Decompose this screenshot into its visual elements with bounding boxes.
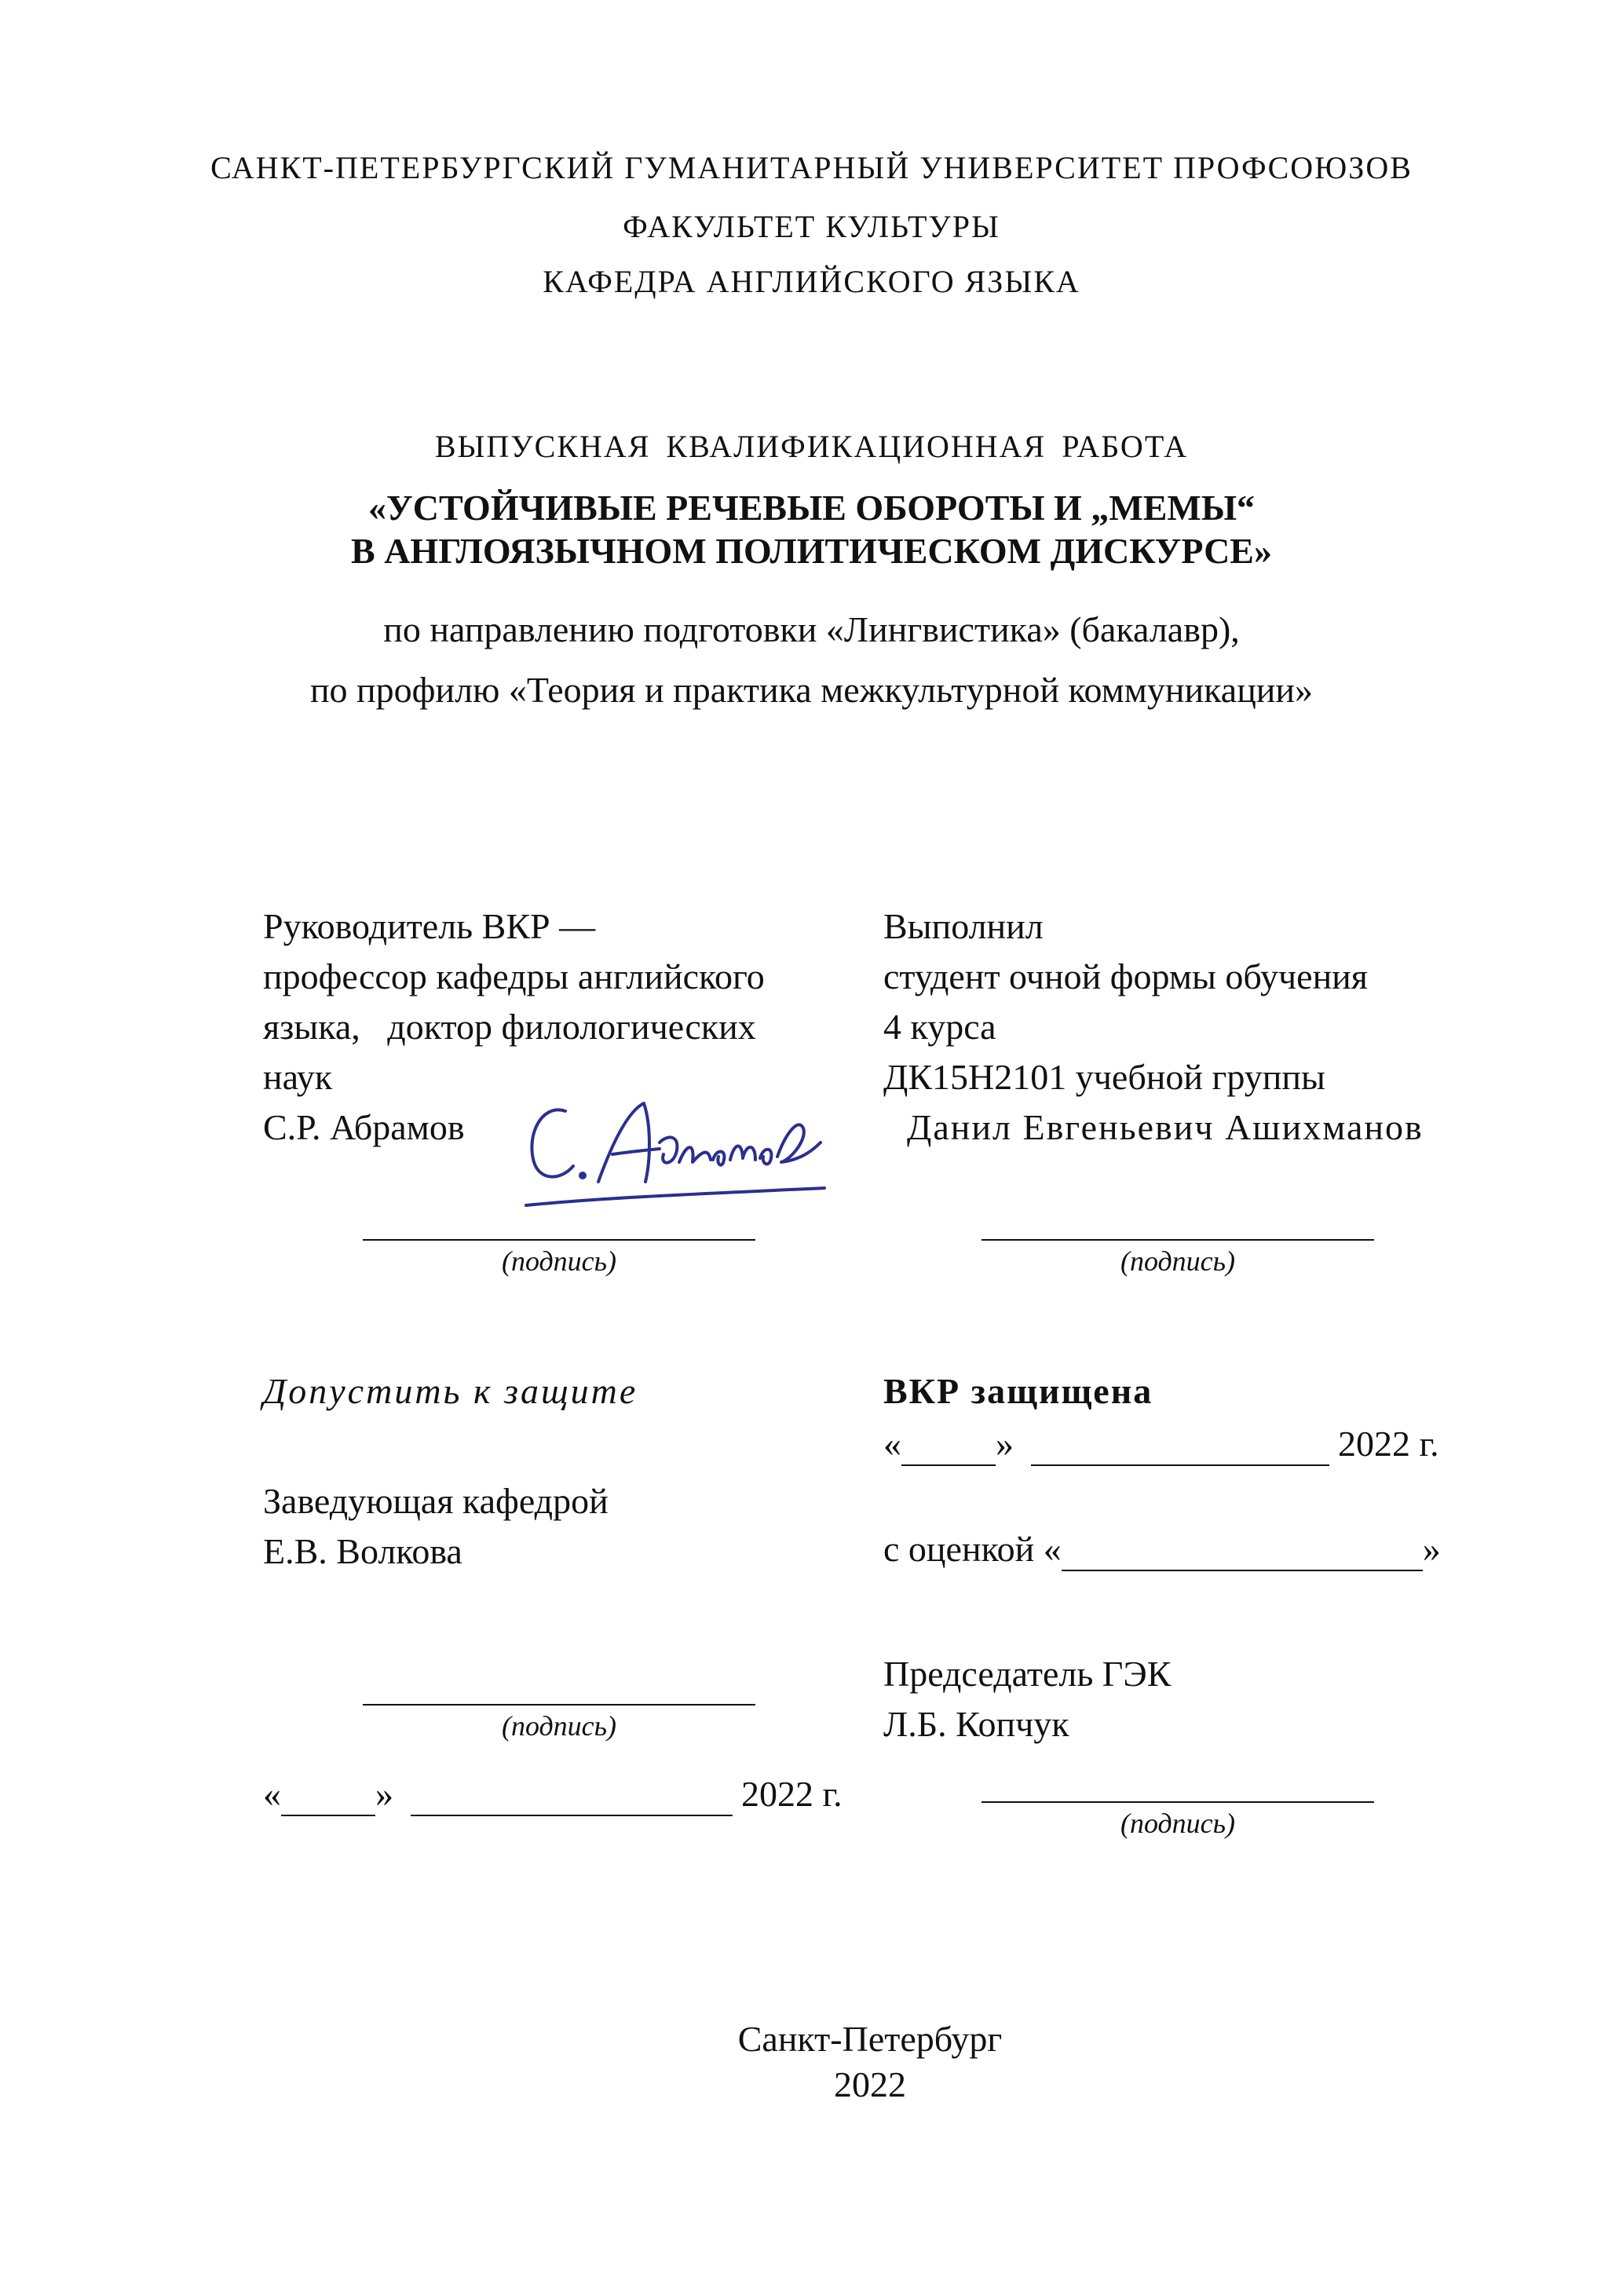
department-head-name: Е.В. Волкова	[263, 1531, 462, 1571]
footer-city: Санкт-Петербург	[737, 2019, 1003, 2059]
defense-month-blank	[1031, 1423, 1329, 1466]
admission-date	[263, 1773, 843, 1816]
department-name: КАФЕДРА АНГЛИЙСКОГО ЯЗЫКА	[543, 264, 1080, 299]
admission-day-blank	[281, 1773, 375, 1816]
student-line-4: ДК15Н2101 учебной группы	[883, 1057, 1325, 1097]
chair-signature-caption: (подпись)	[1120, 1808, 1236, 1839]
student-signature-caption: (подпись)	[1120, 1245, 1236, 1277]
supervisor-name: С.Р. Абрамов	[263, 1107, 465, 1147]
admission-month-blank	[411, 1773, 733, 1816]
department-head-role: Заведующая кафедрой	[263, 1481, 609, 1521]
chair-role: Председатель ГЭК	[883, 1654, 1172, 1694]
chair-block	[883, 1649, 1171, 1749]
supervisor-handwritten-signature	[510, 1088, 840, 1229]
supervisor-line-2: профессор кафедры английского	[263, 956, 765, 996]
university-name: САНКТ-ПЕТЕРБУРГСКИЙ ГУМАНИТАРНЫЙ УНИВЕРСИТЕТ ПРОФСОЮЗОВ	[210, 150, 1413, 185]
study-direction: по направлению подготовки «Лингвистика» (бакалавр),	[383, 609, 1240, 649]
supervisor-line-3: языка, доктор филологических	[263, 1007, 756, 1047]
defense-date	[883, 1423, 1439, 1466]
student-block	[883, 901, 1424, 1153]
study-profile: по профилю «Теория и практика межкультурной коммуникации»	[309, 670, 1314, 710]
chair-name: Л.Б. Копчук	[883, 1704, 1069, 1744]
work-type: ВЫПУСКНАЯ КВАЛИФИКАЦИОННАЯ РАБОТА	[434, 429, 1189, 464]
defense-heading: ВКР защищена	[883, 1371, 1153, 1411]
grade-prefix: с оценкой «	[883, 1529, 1062, 1569]
student-signature-line	[981, 1239, 1374, 1241]
thesis-title-line-2: В АНГЛОЯЗЫЧНОМ ПОЛИТИЧЕСКОМ ДИСКУРСЕ»	[351, 531, 1272, 571]
department-head-signature-caption: (подпись)	[501, 1710, 617, 1742]
admission-date-close-quote: »	[375, 1774, 393, 1814]
defense-date-close-quote: »	[996, 1424, 1014, 1464]
faculty-name: ФАКУЛЬТЕТ КУЛЬТУРЫ	[623, 209, 1000, 244]
admission-heading: Допустить к защите	[263, 1371, 638, 1411]
defense-date-open-quote: «	[883, 1424, 901, 1464]
defense-day-blank	[901, 1423, 996, 1466]
footer-year: 2022	[834, 2064, 906, 2104]
department-head-signature-line	[363, 1704, 755, 1706]
grade-suffix: »	[1422, 1529, 1441, 1569]
student-line-3: 4 курса	[883, 1007, 996, 1047]
defense-year: 2022 г.	[1338, 1424, 1439, 1464]
supervisor-signature-caption: (подпись)	[501, 1245, 617, 1277]
student-line-1: Выполнил	[883, 906, 1044, 946]
supervisor-signature-line	[363, 1239, 755, 1241]
defense-grade	[883, 1528, 1441, 1571]
supervisor-line-4: наук	[263, 1057, 333, 1097]
student-name: Данил Евгеньевич Ашихманов	[907, 1107, 1424, 1147]
grade-blank	[1062, 1528, 1423, 1571]
chair-signature-line	[981, 1801, 1374, 1803]
student-line-2: студент очной формы обучения	[883, 956, 1368, 996]
thesis-title-line-1: «УСТОЙЧИВЫЕ РЕЧЕВЫЕ ОБОРОТЫ И „МЕМЫ“	[367, 488, 1256, 528]
admission-year: 2022 г.	[741, 1774, 843, 1814]
department-head-block	[263, 1476, 609, 1577]
admission-date-open-quote: «	[263, 1774, 281, 1814]
supervisor-line-1: Руководитель ВКР —	[263, 906, 596, 946]
